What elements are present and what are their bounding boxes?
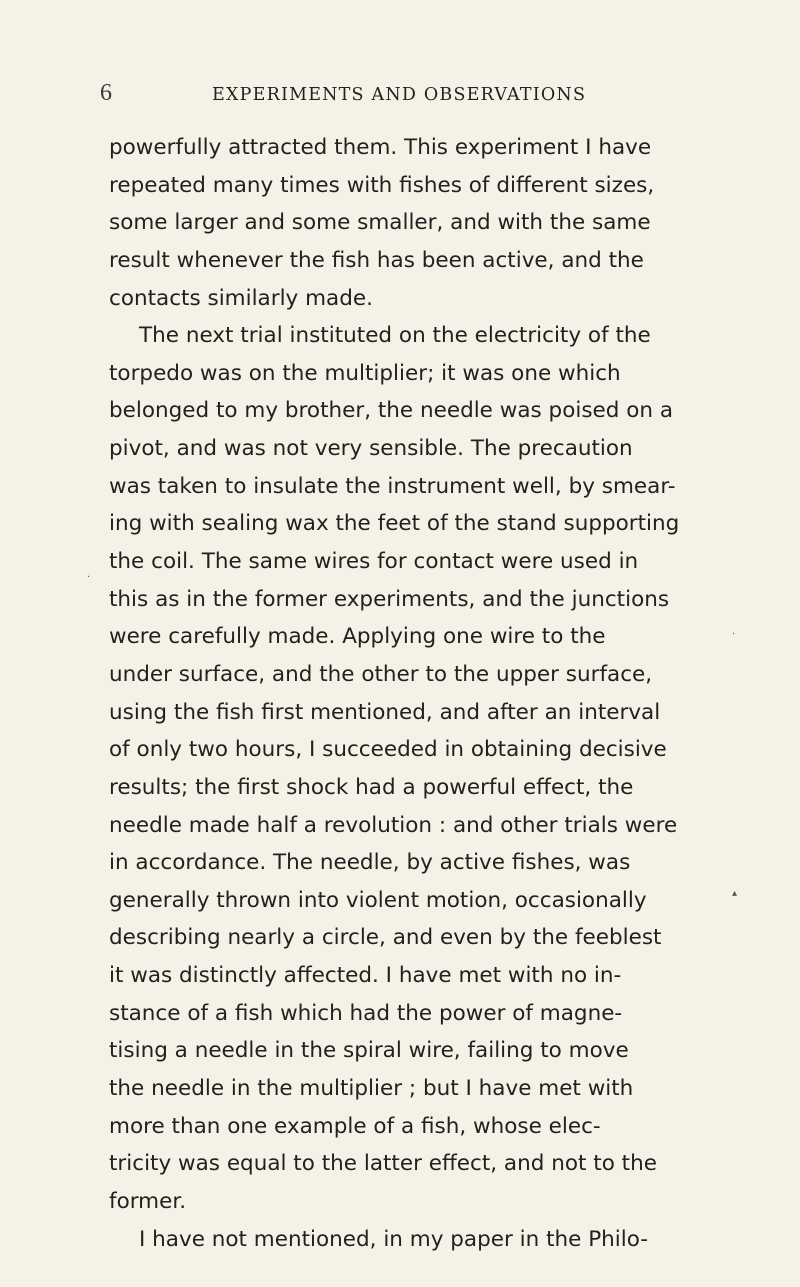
text-line: in accordance. The needle, by active fishes, was	[109, 850, 631, 876]
text-line: contacts similarly made.	[109, 285, 373, 311]
text-line: of only two hours, I succeeded in obtaining decisive	[109, 737, 667, 763]
text-line: torpedo was on the multiplier; it was one which	[109, 360, 621, 386]
text-line: using the fish first mentioned, and after an interval	[109, 699, 661, 725]
page-header	[100, 80, 660, 108]
text-line: I have not mentioned, in my paper in the Philo-	[139, 1226, 649, 1252]
text-line: results; the first shock had a powerful effect, the	[109, 774, 634, 800]
text-line: ing with sealing wax the feet of the stand supporting	[109, 511, 680, 537]
text-line: some larger and some smaller, and with the same	[109, 210, 651, 236]
text-line: was taken to insulate the instrument well, by smear-	[109, 473, 676, 499]
text-line: the needle in the multiplier ; but I have met with	[109, 1076, 634, 1102]
text-line: powerfully attracted them. This experiment I have	[109, 135, 652, 160]
margin-speck: ·	[87, 572, 91, 583]
text-line: under surface, and the other to the upper surface,	[109, 661, 653, 687]
text-line: needle made half a revolution : and other trials were	[109, 812, 678, 838]
margin-speck: ▴	[732, 888, 738, 899]
text-line: it was distinctly affected. I have met with no in-	[109, 963, 622, 989]
text-line: this as in the former experiments, and the junctions	[109, 586, 670, 612]
text-line: generally thrown into violent motion, occasionally	[109, 887, 647, 913]
text-line: repeated many times with fishes of different sizes,	[109, 172, 655, 198]
text-line: result whenever the fish has been active, and the	[109, 247, 644, 273]
page-number: 6	[100, 80, 112, 106]
margin-speck: .	[732, 626, 736, 637]
text-line: tricity was equal to the latter effect, and not to the	[109, 1151, 657, 1177]
text-line: former.	[109, 1188, 187, 1214]
text-line: belonged to my brother, the needle was poised on a	[109, 398, 674, 424]
text-line: were carefully made. Applying one wire to the	[109, 624, 606, 650]
body-text	[109, 129, 714, 1258]
text-line: more than one example of a fish, whose elec-	[109, 1113, 601, 1139]
text-line: stance of a fish which had the power of magne-	[109, 1000, 623, 1026]
text-line: describing nearly a circle, and even by the feeblest	[109, 925, 662, 951]
text-line: The next trial instituted on the electricity of the	[139, 323, 651, 349]
running-head: EXPERIMENTS AND OBSERVATIONS	[212, 85, 587, 105]
text-line: pivot, and was not very sensible. The precaution	[109, 436, 633, 462]
text-line: the coil. The same wires for contact were used in	[109, 549, 639, 575]
text-line: tising a needle in the spiral wire, failing to move	[109, 1038, 629, 1064]
